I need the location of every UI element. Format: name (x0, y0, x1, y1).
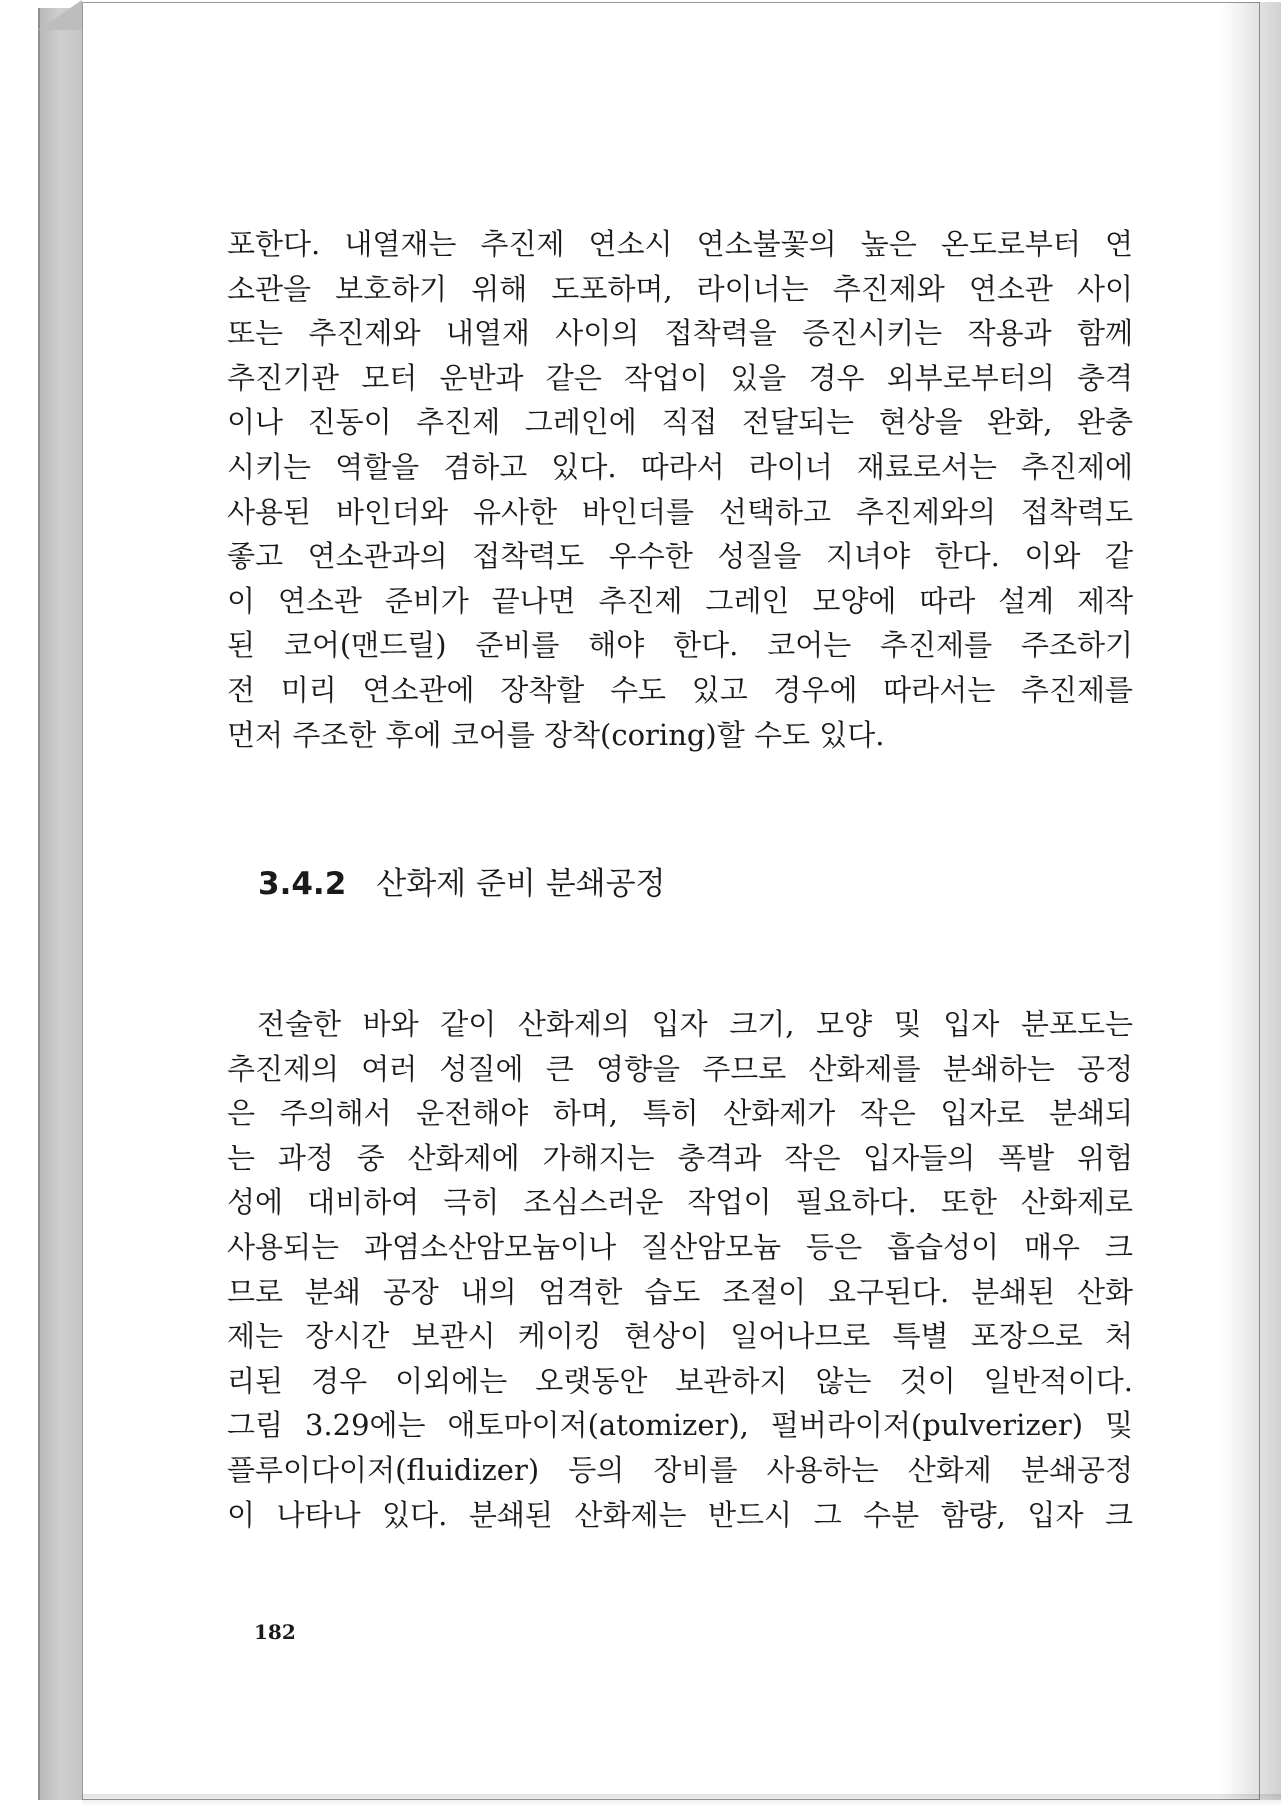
text-line: 이 나타나 있다. 분쇄된 산화제는 반드시 그 수분 함량, 입자 크 (227, 1497, 1133, 1532)
paragraph-1 (227, 222, 1133, 757)
text-line: 포한다. 내열재는 추진제 연소시 연소불꽃의 높은 온도로부터 연 (227, 227, 1133, 261)
text-line: 므로 분쇄 공장 내의 엄격한 습도 조절이 요구된다. 분쇄된 산화 (227, 1274, 1133, 1309)
text-line: 그림 3.29에는 애토마이저(atomizer), 펄버라이저(pulverizer) 및 (227, 1408, 1133, 1443)
page-shadow-bottom (82, 1794, 1281, 1806)
text-line: 먼저 주조한 후에 코어를 장착(coring)할 수도 있다. (227, 717, 885, 752)
text-line: 사용되는 과염소산암모늄이나 질산암모늄 등은 흡습성이 매우 크 (227, 1229, 1133, 1264)
section-title: 산화제 준비 분쇄공정 (376, 866, 666, 902)
text-line: 제는 장시간 보관시 케이킹 현상이 일어나므로 특별 포장으로 처 (227, 1319, 1133, 1354)
text-line: 이 연소관 준비가 끝나면 추진제 그레인 모양에 따라 설계 제작 (227, 583, 1133, 618)
book-spine (38, 8, 84, 1800)
text-line: 이나 진동이 추진제 그레인에 직접 전달되는 현상을 완화, 완충 (227, 405, 1133, 440)
text-line: 추진제의 여러 성질에 큰 영향을 주므로 산화제를 분쇄하는 공정 (227, 1051, 1133, 1086)
book-spine-top (38, 0, 82, 30)
text-line: 은 주의해서 운전해야 하며, 특히 산화제가 작은 입자로 분쇄되 (227, 1096, 1133, 1131)
text-line: 좋고 연소관과의 접착력도 우수한 성질을 지녀야 한다. 이와 같 (227, 539, 1133, 574)
section-heading (258, 858, 666, 903)
text-line: 리된 경우 이외에는 오랫동안 보관하지 않는 것이 일반적이다. (227, 1363, 1133, 1398)
text-line: 플루이다이저(fluidizer) 등의 장비를 사용하는 산화제 분쇄공정 (227, 1452, 1133, 1487)
text-line: 는 과정 중 산화제에 가해지는 충격과 작은 입자들의 폭발 위험 (227, 1140, 1133, 1175)
paragraph-2 (227, 1002, 1133, 1537)
page-number: 182 (254, 1620, 296, 1644)
text-line: 된 코어(맨드릴) 준비를 해야 한다. 코어는 추진제를 주조하기 (227, 628, 1133, 663)
text-line: 전술한 바와 같이 산화제의 입자 크기, 모양 및 입자 분포도는 (257, 1007, 1133, 1041)
text-line: 사용된 바인더와 유사한 바인더를 선택하고 추진제와의 접착력도 (227, 494, 1133, 529)
text-line: 추진기관 모터 운반과 같은 작업이 있을 경우 외부로부터의 충격 (227, 360, 1133, 395)
text-line: 소관을 보호하기 위해 도포하며, 라이너는 추진제와 연소관 사이 (227, 271, 1133, 306)
text-line: 성에 대비하여 극히 조심스러운 작업이 필요하다. 또한 산화제로 (227, 1185, 1133, 1220)
section-number: 3.4.2 (258, 866, 347, 902)
text-line: 시키는 역할을 겸하고 있다. 따라서 라이너 재료로서는 추진제에 (227, 449, 1133, 484)
text-line: 또는 추진제와 내열재 사이의 접착력을 증진시키는 작용과 함께 (227, 316, 1133, 351)
text-line: 전 미리 연소관에 장착할 수도 있고 경우에 따라서는 추진제를 (227, 672, 1133, 707)
